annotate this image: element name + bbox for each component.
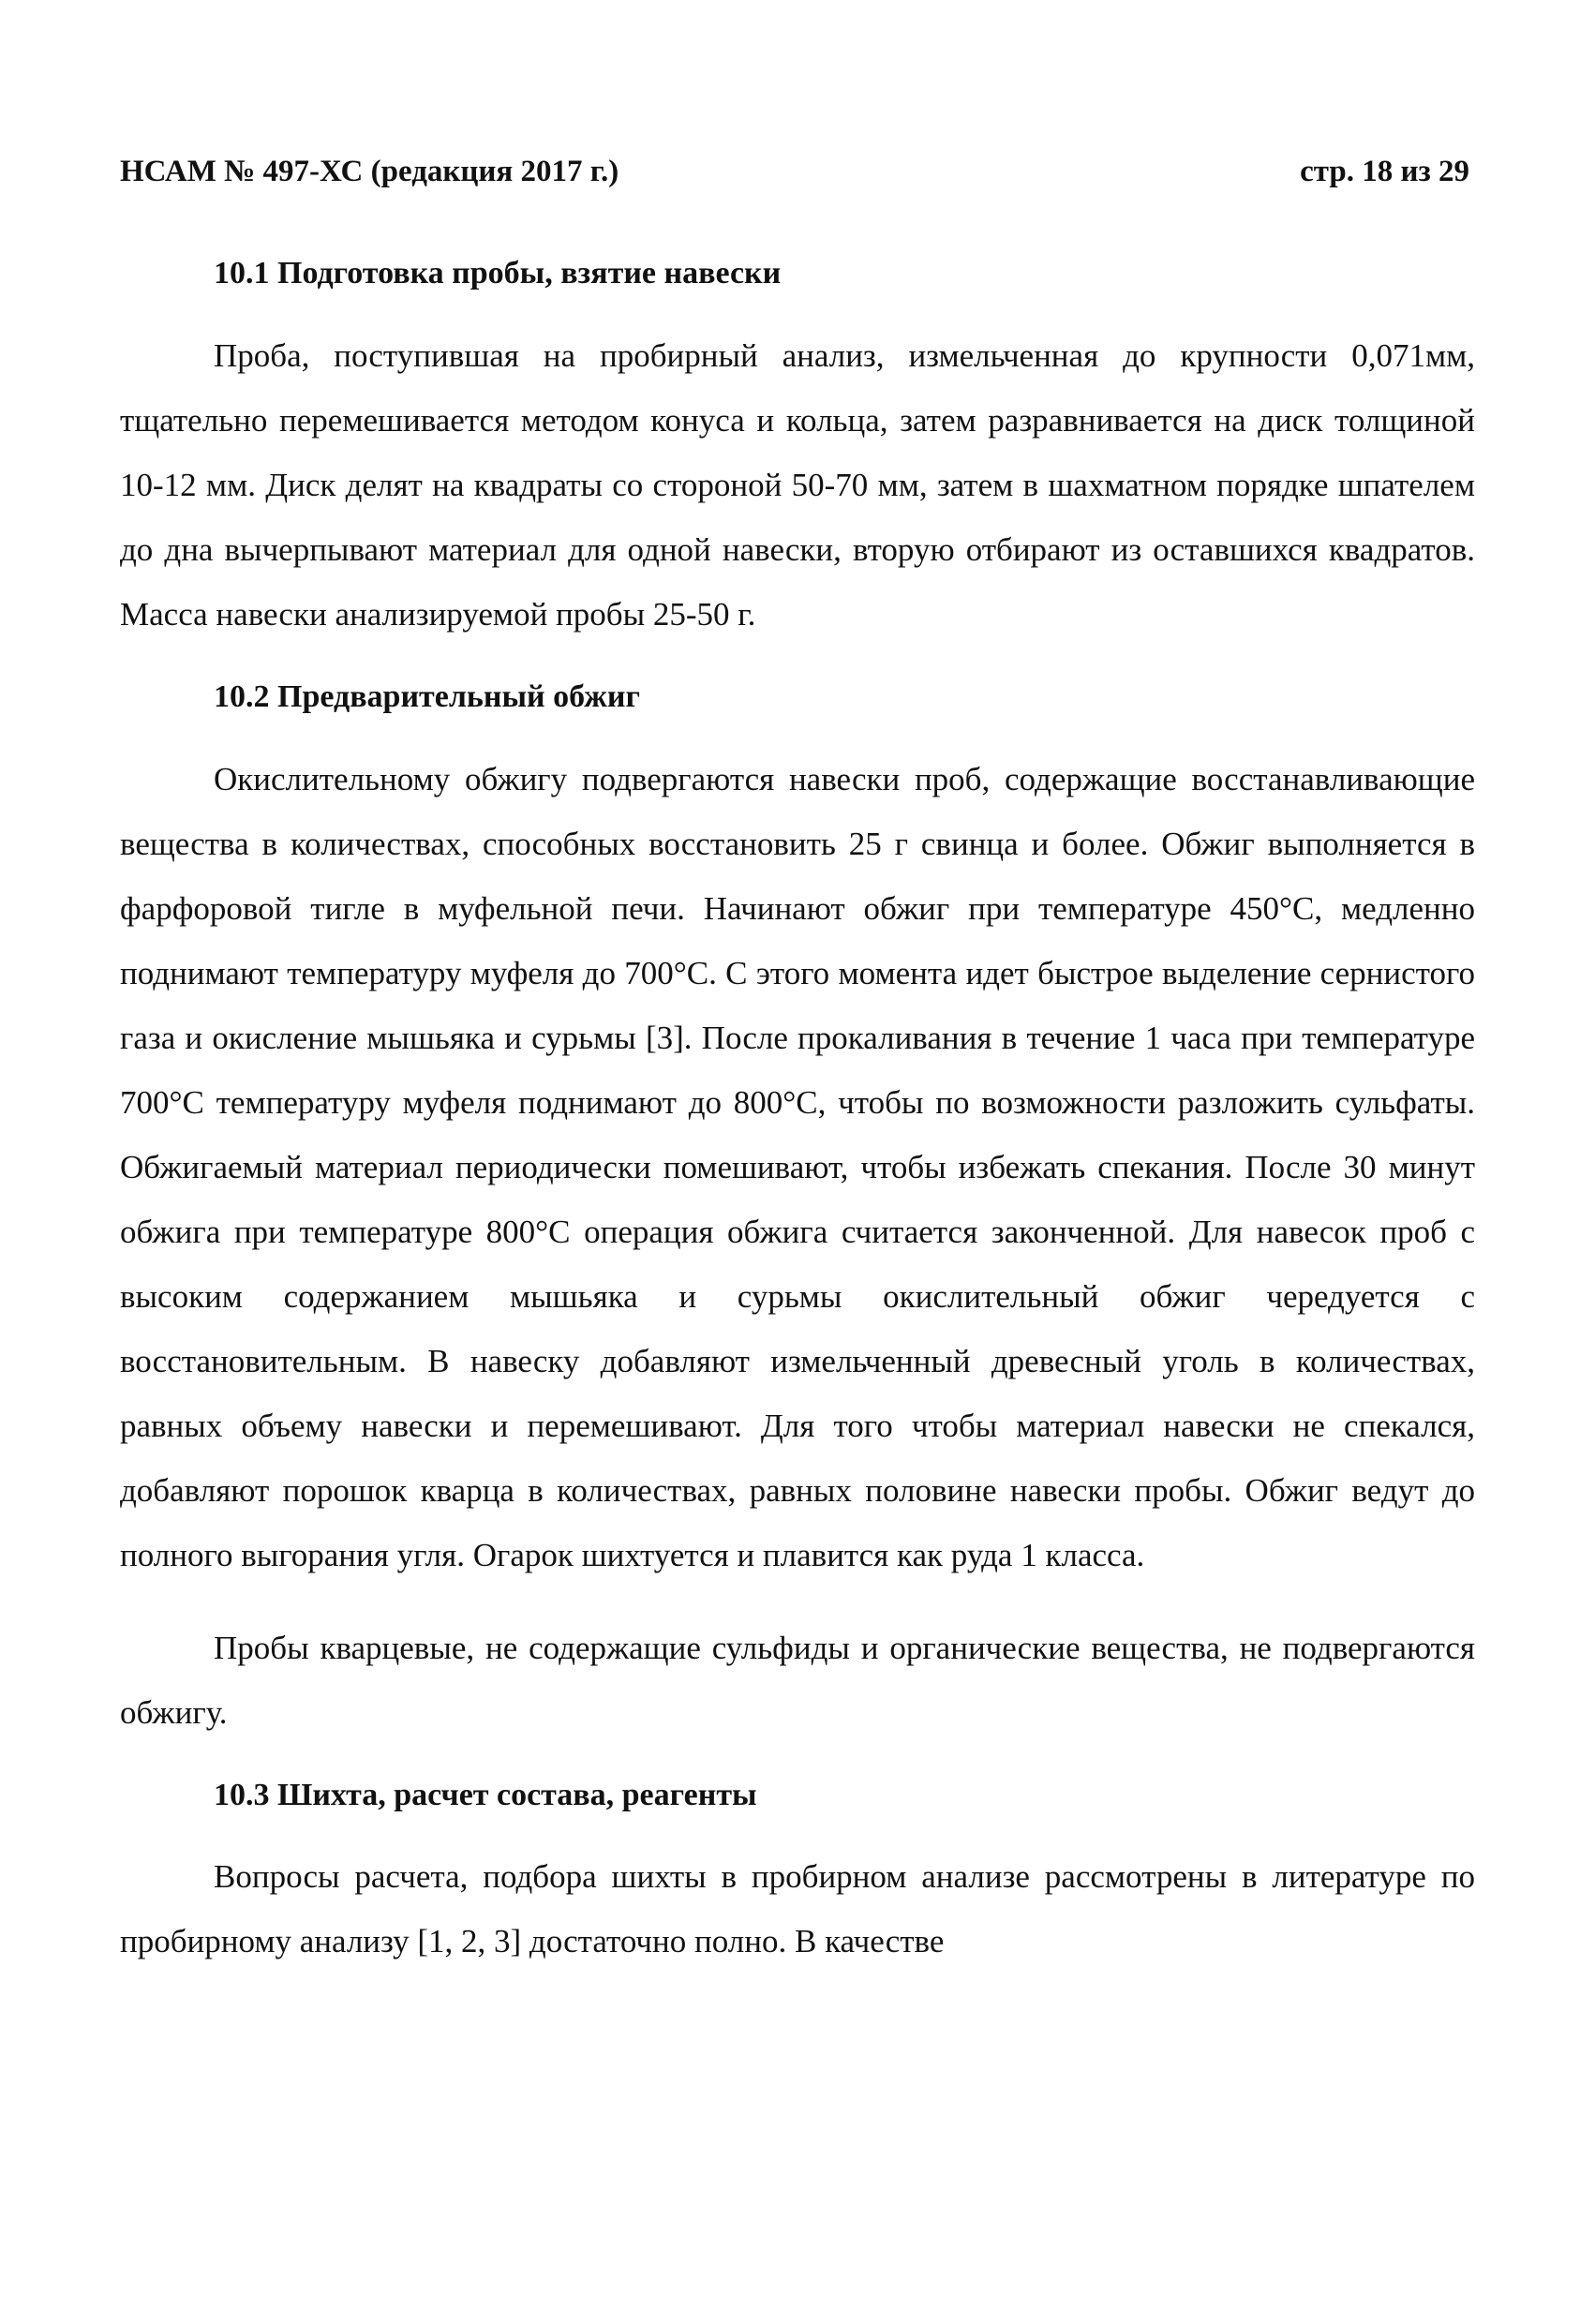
paragraph-quartz-samples: Пробы кварцевые, не содержащие сульфиды и органические вещества, не подвергаются обжигу. [120,1629,1475,1731]
document-id: НСАМ № 497-ХС (редакция 2017 г.) [120,155,619,188]
paragraph-charge-calculation: Вопросы расчета, подбора шихты в пробирном анализе рассмотрены в литературе по пробирному анализу [1, 2, 3] достаточно полно. В качестве [120,1858,1475,1960]
paragraph-sample-preparation: Проба, поступившая на пробирный анализ, измельченная до крупности 0,071мм, тщательно перемешивается методом конуса и кольца, затем разравнивается на диск толщиной 10-12 мм. Диск делят на квадраты со стороной 50-70 мм, затем в шахматном порядке шпателем до дна вычерпывают материал для одной навески, вторую отбирают из оставшихся квадратов. Масса навески анализируемой пробы 25-50 г. [120,336,1475,633]
paragraph-roasting: Окислительному обжигу подвергаются навески проб, содержащие восстанавливающие вещества в количествах, способных восстановить 25 г свинца и более. Обжиг выполняется в фарфоровой тигле в муфельной печи. Начинают обжиг при температуре 450°С, медленно поднимают температуру муфеля до 700°С. С этого момента идет быстрое выделение сернистого газа и окисление мышьяка и сурьмы [3]. После прокаливания в течение 1 часа при температуре 700°С температуру муфеля поднимают до 800°С, чтобы по возможности разложить сульфаты. Обжигаемый материал периодически помешивают, чтобы избежать спекания. После 30 минут обжига при температуре 800°С операция обжига считается законченной. Для навесок проб с высоким содержанием мышьяка и сурьмы окислительный обжиг чередуется с восстановительным. В навеску добавляют измельченный древесный уголь в количествах, равных объему навески и перемешивают. Для того чтобы материал навески не спекался, добавляют порошок кварца в количествах, равных половине навески пробы. Обжиг ведут до полного выгорания угля. Огарок шихтуется и плавится как руда 1 класса. [120,760,1475,1573]
page-number: стр. 18 из 29 [1300,155,1469,188]
document-body [120,255,1475,2005]
section-title-10-1: 10.1 Подготовка пробы, взятие навески [214,256,782,290]
section-title-10-3: 10.3 Шихта, расчет состава, реагенты [214,1777,757,1812]
section-title-10-2: 10.2 Предварительный обжиг [214,678,640,714]
page-header [120,155,1475,201]
